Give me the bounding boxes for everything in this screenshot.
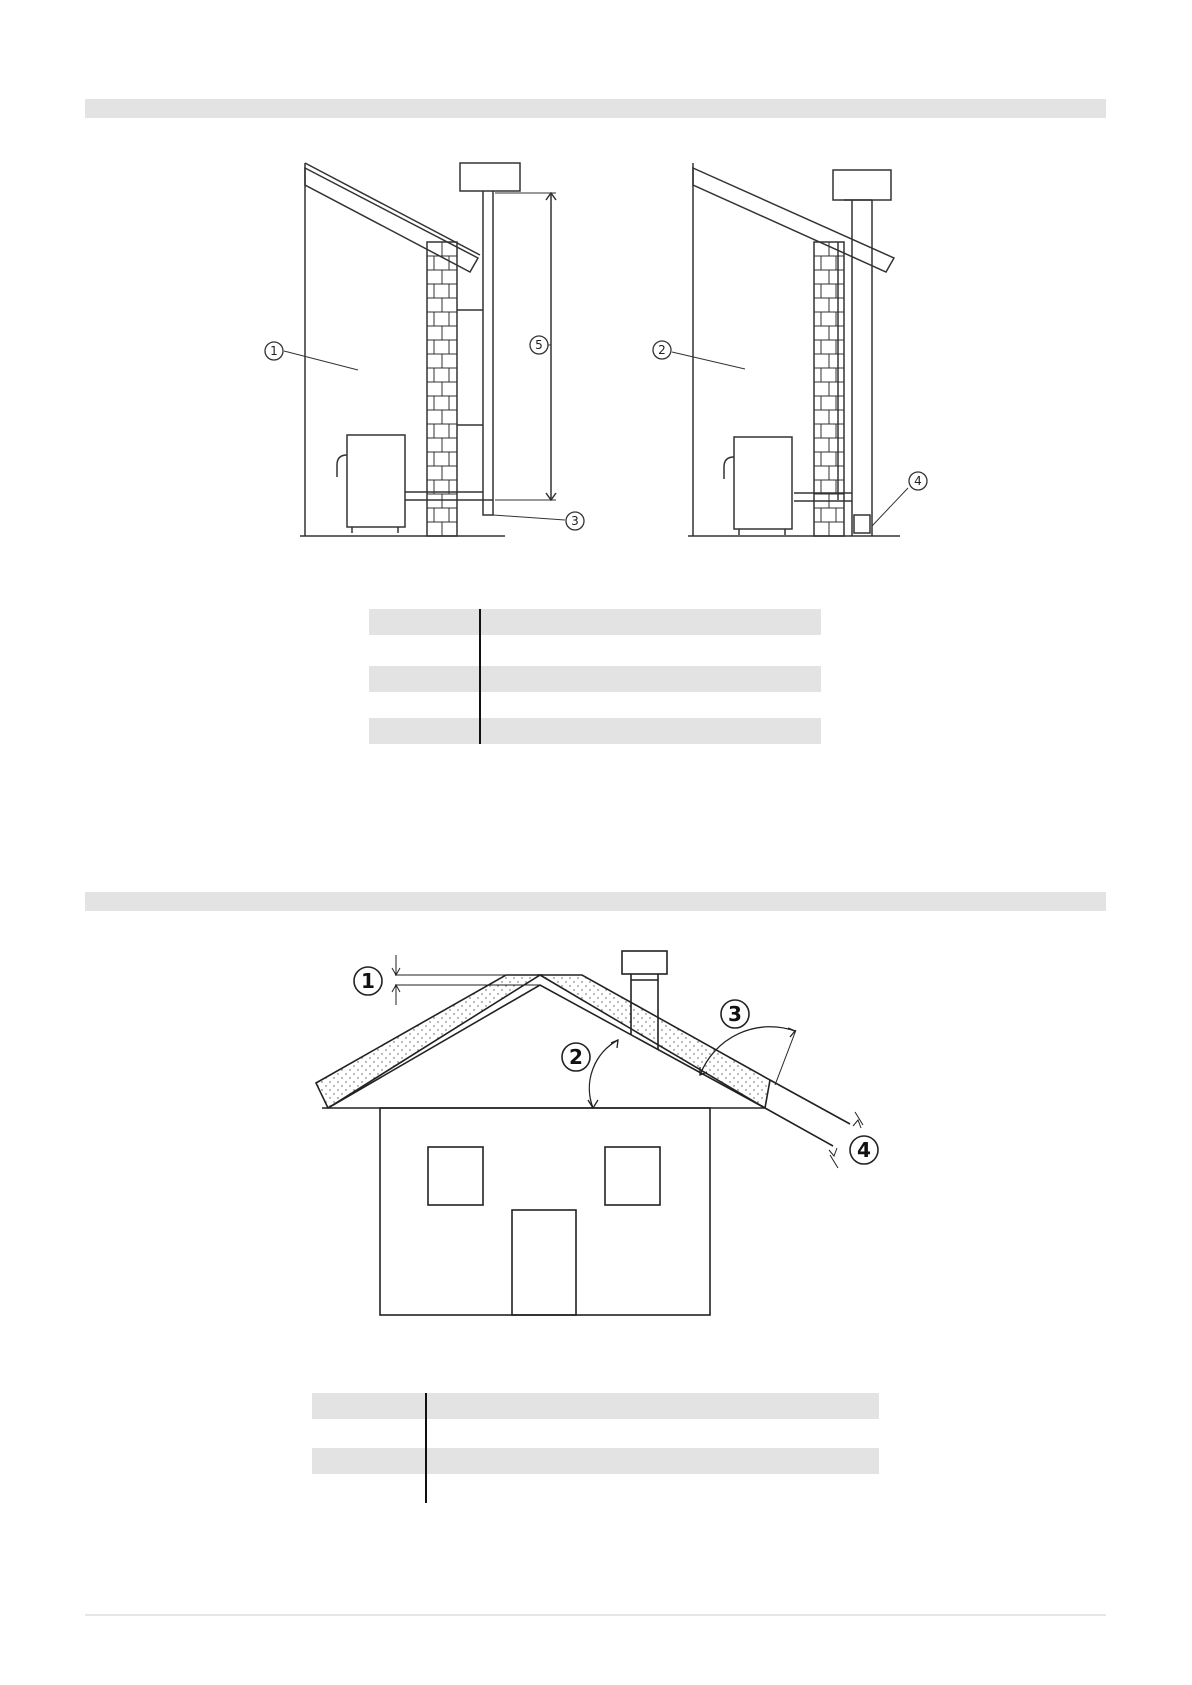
row-text <box>481 609 821 635</box>
callout-4-label: 4 <box>914 474 922 488</box>
row-number <box>369 692 479 718</box>
house-body <box>380 1108 710 1315</box>
row-number <box>369 666 479 692</box>
row-text <box>427 1393 879 1419</box>
callout-1-label: 1 <box>361 969 375 993</box>
brick-pattern-right <box>814 242 844 536</box>
window-left <box>428 1147 483 1205</box>
table-row <box>369 718 821 744</box>
legend-table-1 <box>369 609 821 744</box>
callout-2-label: 2 <box>569 1045 583 1069</box>
table-row <box>369 609 821 635</box>
row-number <box>369 635 479 661</box>
callout-3-label: 3 <box>728 1002 742 1026</box>
section-1-heading-band <box>85 99 1106 118</box>
roof-slab-right <box>540 975 770 1108</box>
row-number <box>312 1448 425 1474</box>
callout-1-label: 1 <box>270 344 278 358</box>
table-row <box>369 635 821 661</box>
table-divider <box>479 609 481 744</box>
table-divider <box>425 1393 427 1503</box>
callout-4-label: 4 <box>857 1138 871 1162</box>
diagram-left <box>284 163 565 536</box>
row-text <box>481 635 821 661</box>
table-row <box>312 1474 879 1500</box>
roof-clearance-diagram <box>300 945 900 1325</box>
row-number <box>312 1393 425 1419</box>
legend-table-2 <box>312 1393 879 1503</box>
row-text <box>427 1419 879 1445</box>
footer-divider <box>85 1614 1106 1616</box>
diagram-right <box>672 163 908 536</box>
row-number <box>312 1474 425 1500</box>
table-row <box>312 1393 879 1419</box>
row-number <box>369 609 479 635</box>
row-text <box>427 1474 879 1500</box>
table-row <box>312 1419 879 1445</box>
callout-5-label: 5 <box>535 338 543 352</box>
table-row <box>369 692 821 718</box>
row-text <box>481 692 821 718</box>
window-right <box>605 1147 660 1205</box>
table-row <box>369 666 821 692</box>
roof-slab-left <box>316 975 540 1108</box>
row-number <box>369 718 479 744</box>
chimney-cap <box>622 951 667 974</box>
door <box>512 1210 576 1315</box>
row-number <box>312 1419 425 1445</box>
callout-3-label: 3 <box>571 514 579 528</box>
table-row <box>312 1448 879 1474</box>
row-text <box>481 718 821 744</box>
chimney-installation-diagram <box>270 155 930 545</box>
callout-2-label: 2 <box>658 343 666 357</box>
row-text <box>427 1448 879 1474</box>
section-2-heading-band <box>85 892 1106 911</box>
row-text <box>481 666 821 692</box>
